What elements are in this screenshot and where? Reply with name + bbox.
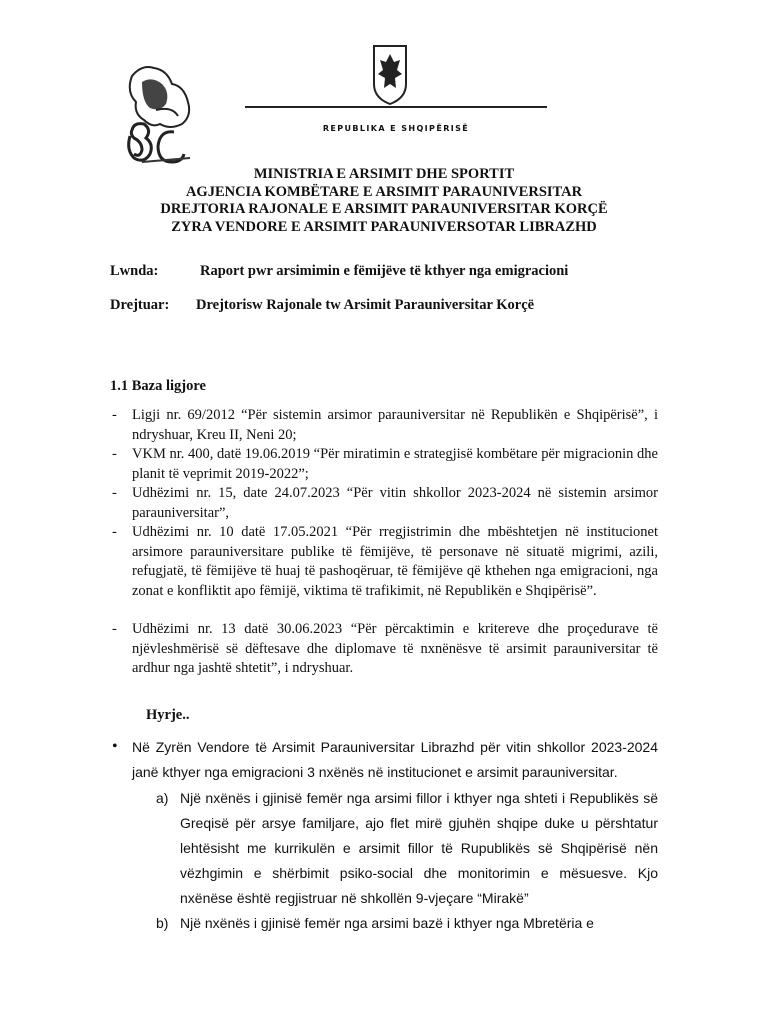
header-line-agency: AGJENCIA KOMBËTARE E ARSIMIT PARAUNIVERSITAR [185,183,583,200]
subitem-text: Një nxënës i gjinisë femër nga arsimi fillor i kthyer nga shteti i Republikës së Greqisë për arsye familjare, ajo flet mirë gjuhën shqipe duke u përshtatur lehtësisht me kurrikulën e arsimit fillor të Rupublikës së Shqipërisë nën vëzhgimin e shërbimit psiko-social dhe monitorimin e mësuesve. Kjo nxënëse është regjistruar në shkollën 9-vjeçare “Mirakë” [180,790,658,906]
state-emblem [370,44,410,106]
subitem-text: Një nxënës i gjinisë femër nga arsimi bazë i kthyer nga Mbretëria e [180,915,594,931]
subject-label: Lwnda: [110,263,159,279]
dash-marker: - [112,446,117,462]
header-title-block [0,166,768,236]
bullet-marker: • [112,738,118,755]
legal-item: Ligji nr. 69/2012 “Për sistemin arsimor parauniversitar në Republikën e Shqipërisë”, i ndryshuar, Kreu II, Neni 20; [132,407,658,443]
header-line-directorate: DREJTORIA RAJONALE E ARSIMIT PARAUNIVERSITAR KORÇË [160,201,608,217]
legal-item: Udhëzimi nr. 13 datë 30.06.2023 “Për përcaktimin e kritereve dhe proçedurave të njëvleshmërisë së dëftesave dhe diplomave të nxnënësve të arsimit parauniversitar të ardhur nga jashtë shtetit”, i ndryshuar. [132,621,658,676]
header-line-office: ZYRA VENDORE E ARSIMIT PARAUNIVERSOTAR LIBRAZHD [171,218,597,235]
subitem-letter: b) [156,915,169,931]
addressee-label: Drejtuar: [110,297,170,313]
dash-marker: - [112,407,117,423]
emblem-caption: REPUBLIKA E SHQIPËRISË [322,124,470,133]
intro-paragraph: Në Zyrën Vendore të Arsimit Parauniversitar Librazhd për vitin shkollor 2023-2024 janë kthyer nga emigracioni 3 nxënës në institucionet e arsimit parauniversitar. [132,739,658,780]
intro-heading: Hyrje.. [146,707,190,723]
addressee-value: Drejtorisw Rajonale tw Arsimit Parauniversitar Korçë [196,297,535,313]
subject-value: Raport pwr arsimimin e fëmijëve të kthyer nga emigracioni [200,263,569,279]
legal-item: Udhëzimi nr. 15, date 24.07.2023 “Për vitin shkollor 2023-2024 në sistemin arsimor parauniversitar”, [132,485,658,521]
legal-item: VKM nr. 400, datë 19.06.2019 “Për miratimin e strategjisë kombëtare për migracionin dhe planit të veprimit 2019-2022”; [132,446,658,482]
legal-basis-heading: 1.1 Baza ligjore [110,378,206,394]
legal-item: Udhëzimi nr. 10 datë 17.05.2021 “Për rregjistrimin dhe mbështetjen në institucionet arsimore parauniversitare publike të fëmijëve, të personave në situatë migrimi, azili, refugjatë, të fëmijëve të huaj të pashoqëruar, të fëmijëve që kthehen nga emigracioni, nga zonat e konfliktit apo fëmijë, viktima të trafikimit, në Republikën e Shqipërisë”. [132,524,658,599]
dash-marker: - [112,485,117,501]
anniversary-logo [112,58,202,170]
emblem-rule [245,106,547,108]
dash-marker: - [112,621,117,637]
header-line-ministry: MINISTRIA E ARSIMIT DHE SPORTIT [253,166,515,182]
dash-marker: - [112,524,117,540]
subitem-letter: a) [156,790,169,806]
